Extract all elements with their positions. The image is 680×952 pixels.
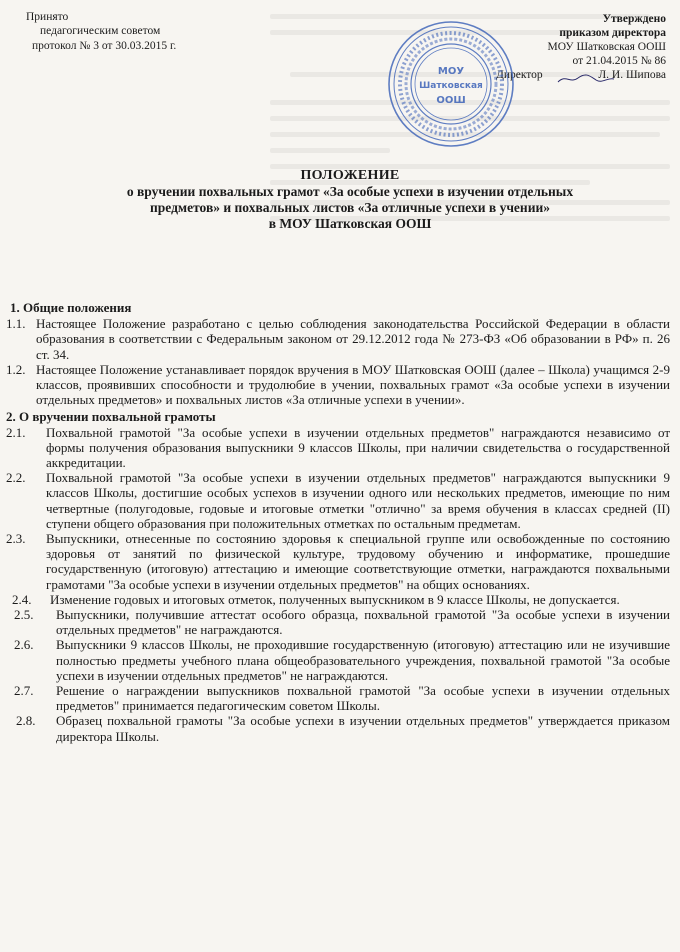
section-2-heading: 2. О вручении похвальной грамоты — [6, 409, 216, 425]
clause-text: Похвальной грамотой "За особые успехи в изучении отдельных предметов" награждаются выпускники 9 классов Школы, достигшие особых успехов в изучении одного или нескольких предметов, имеющие по ним четвертные (полугодовые, годовые и итоговые отметки "отлично" за время обучения в классах средней (II) ступени общего образования при положительных отметках по остальным предметам. — [46, 470, 670, 531]
section-1-heading: 1. Общие положения — [10, 300, 132, 315]
clause-number: 2.3. — [6, 531, 26, 547]
clause-text: Выпускники, получившие аттестат особого образца, похвальной грамотой "За особые успехи в изучении отдельных предметов" не награждаются. — [56, 607, 670, 638]
school-seal-stamp — [385, 18, 517, 150]
clause-text: Выпускники, отнесенные по состоянию здоровья к специальной группе или освобожденные по состоянию здоровья от занятий по физической культуре, трудовому обучению и информатике, прошедшие государственную (итоговую) аттестацию и имеющие соответствующие отметки, награждаются похвальными грамотами "За особые успехи в изучении отдельных предметов" на общих основаниях. — [46, 531, 670, 592]
clause-2-6 — [6, 637, 670, 683]
approval-body: педагогическим советом — [40, 25, 161, 37]
clause-number: 1.2. — [6, 361, 26, 377]
seal-text-mid: Шатковская — [419, 81, 483, 91]
title-line-3: предметов» и похвальных листов «За отличные успехи в учении» — [149, 200, 551, 215]
title-line-4: в МОУ Шатковская ООШ — [268, 216, 432, 231]
approval-protocol: протокол № 3 от 30.03.2015 г. — [32, 40, 177, 52]
clause-2-7 — [6, 683, 670, 713]
confirmation-school: МОУ Шатковская ООШ — [547, 41, 666, 53]
clause-1-2 — [6, 362, 670, 408]
clause-text: Выпускники 9 классов Школы, не проходившие государственную (итоговую) аттестацию или не изучившие полностью предметы учебного плана общеобразовательного учреждения, похвальной грамотой "За особые успехи в изучении отдельных предметов" не награждаются. — [56, 637, 670, 683]
clause-text: Изменение годовых и итоговых отметок, полученных выпускником в 9 классе Школы, не допускается. — [50, 591, 620, 607]
clause-text: Решение о награждении выпускников похвальной грамотой "За особые успехи в изучении отдельных предметов" принимается педагогическим советом Школы. — [56, 683, 670, 714]
clause-2-5 — [6, 607, 670, 637]
clause-2-3 — [6, 531, 670, 592]
confirmation-date: от 21.04.2015 № 86 — [572, 55, 666, 67]
clause-number: 2.2. — [6, 470, 26, 486]
seal-text-bottom: ООШ — [436, 95, 466, 106]
clause-text: Настоящее Положение устанавливает порядок вручения в МОУ Шатковская ООШ (далее – Школа) учащимся 2-9 классов, проявивших способности и трудолюбие в учении, похвальных грамот «За особые успехи в изучении отдельных предметов» и похвальных листов «За отличные успехи в учении». — [36, 361, 670, 408]
clause-text: Настоящее Положение разработано с целью соблюдения законодательства Российской Федерации в области образования в соответствии с Федеральным законом от 29.12.2012 года № 273-ФЗ «Об образовании в РФ» п. 26 ст. 34. — [36, 316, 670, 362]
clause-number: 2.8. — [16, 713, 36, 729]
clause-number: 2.6. — [14, 637, 34, 653]
clause-number: 2.4. — [12, 591, 32, 607]
clause-2-2 — [6, 470, 670, 531]
seal-text-top: МОУ — [437, 66, 465, 77]
signature-role: Директор — [496, 69, 543, 81]
clause-1-1 — [6, 316, 670, 362]
clause-number: 2.5. — [14, 607, 34, 623]
document-title — [60, 168, 640, 232]
title-heading: ПОЛОЖЕНИЕ — [300, 168, 400, 183]
clause-number: 1.1. — [6, 316, 26, 332]
signature-name: Л. И. Шипова — [598, 69, 666, 81]
clause-2-8 — [6, 713, 670, 743]
approval-header — [22, 10, 272, 53]
confirmation-order: приказом директора — [559, 27, 666, 39]
clause-2-1 — [6, 425, 670, 471]
clause-number: 2.1. — [6, 424, 26, 440]
clause-text: Образец похвальной грамоты "За особые успехи в изучении отдельных предметов" утверждается приказом директора Школы. — [56, 713, 670, 744]
clause-number: 2.7. — [14, 683, 34, 699]
clause-2-4 — [6, 592, 670, 607]
approval-label: Принято — [26, 11, 69, 23]
title-line-2: о вручении похвальных грамот «За особые успехи в изучении отдельных — [126, 184, 574, 199]
clause-text: Похвальной грамотой "За особые успехи в изучении отдельных предметов" награждаются независимо от формы получения образования выпускники 9 классов Школы, при наличии свидетельства о государственной аккредитации. — [46, 424, 670, 471]
document-body — [6, 300, 670, 744]
confirmation-label: Утверждено — [602, 13, 666, 25]
